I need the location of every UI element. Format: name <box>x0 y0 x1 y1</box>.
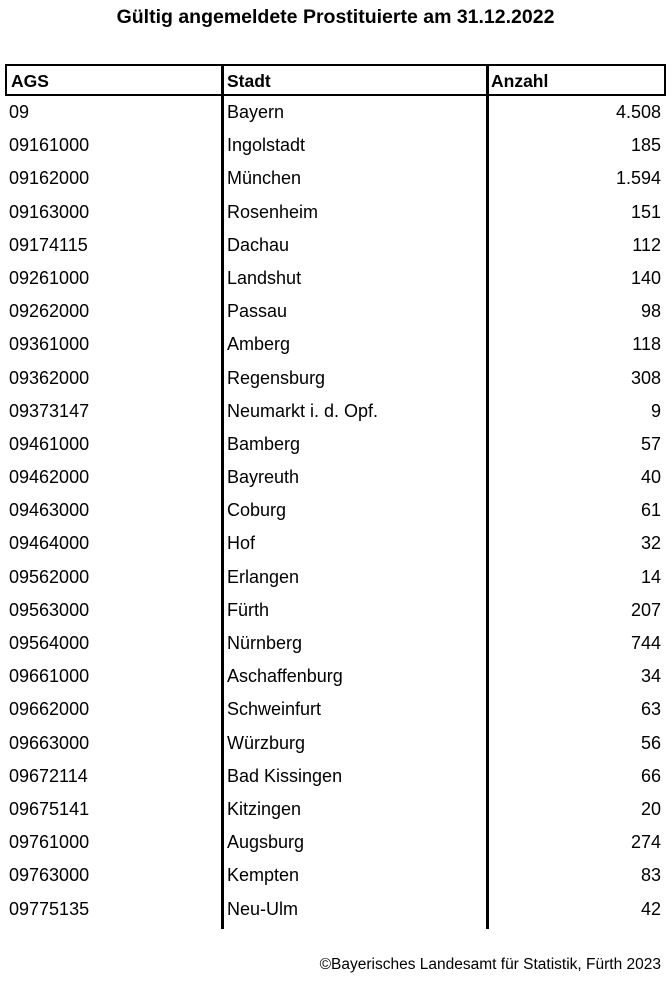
table-row <box>5 129 666 162</box>
cell-anzahl: 66 <box>640 765 661 786</box>
table-row <box>5 527 666 560</box>
cell-ags: 09262000 <box>9 301 90 322</box>
header-divider <box>221 66 224 94</box>
cell-stadt: Erlangen <box>227 566 300 587</box>
cell-ags: 09562000 <box>9 566 90 587</box>
cell-stadt: Regensburg <box>227 367 326 388</box>
table-row <box>5 561 666 594</box>
table-row <box>5 660 666 693</box>
cell-ags: 09464000 <box>9 533 90 554</box>
table-row <box>5 362 666 395</box>
cell-anzahl: 61 <box>640 500 661 521</box>
cell-anzahl: 57 <box>640 433 661 454</box>
cell-ags: 09564000 <box>9 633 90 653</box>
cell-ags: 09161000 <box>9 135 90 156</box>
cell-ags: 09162000 <box>9 168 90 189</box>
cell-anzahl: 274 <box>630 832 661 853</box>
cell-stadt: Bayern <box>227 102 285 122</box>
cell-stadt: Bamberg <box>227 433 301 454</box>
table-row <box>5 826 666 859</box>
cell-ags: 09663000 <box>9 732 90 753</box>
cell-stadt: Coburg <box>227 500 287 521</box>
cell-anzahl: 1.594 <box>615 168 661 189</box>
cell-stadt: Dachau <box>227 234 290 255</box>
cell-anzahl: 744 <box>630 633 661 653</box>
table-header <box>5 64 666 96</box>
cell-stadt: Nürnberg <box>227 633 303 653</box>
table-row <box>5 627 666 660</box>
table-row <box>5 262 666 295</box>
cell-stadt: Hof <box>227 533 256 554</box>
cell-anzahl: 185 <box>630 135 661 156</box>
cell-anzahl: 151 <box>630 201 661 222</box>
cell-anzahl: 207 <box>630 599 661 620</box>
cell-ags: 09775135 <box>9 898 90 919</box>
cell-stadt: Neu-Ulm <box>227 898 299 919</box>
table-row <box>5 229 666 262</box>
cell-anzahl: 140 <box>630 267 661 288</box>
cell-stadt: Aschaffenburg <box>227 666 343 687</box>
table-row <box>5 727 666 760</box>
cell-anzahl: 56 <box>640 732 661 753</box>
cell-anzahl: 34 <box>640 666 661 687</box>
data-table <box>5 64 666 926</box>
cell-anzahl: 112 <box>632 234 661 255</box>
cell-anzahl: 14 <box>640 566 661 587</box>
cell-ags: 09361000 <box>9 334 90 355</box>
cell-anzahl: 20 <box>640 798 661 819</box>
cell-anzahl: 63 <box>640 699 661 720</box>
cell-ags: 09462000 <box>9 467 90 488</box>
cell-anzahl: 32 <box>640 533 661 554</box>
cell-stadt: Kitzingen <box>227 798 302 819</box>
cell-anzahl: 40 <box>640 467 661 488</box>
cell-ags: 09672114 <box>9 765 88 786</box>
header-ags: AGS <box>11 71 49 91</box>
cell-ags: 09362000 <box>9 367 90 388</box>
cell-anzahl: 98 <box>640 301 661 322</box>
cell-stadt: Bad Kissingen <box>227 765 343 786</box>
cell-stadt: Landshut <box>227 267 302 288</box>
table-row <box>5 96 666 129</box>
table-body <box>5 96 666 926</box>
cell-ags: 09463000 <box>9 500 90 521</box>
cell-anzahl: 4.508 <box>615 102 661 122</box>
table-row <box>5 494 666 527</box>
table-row <box>5 793 666 826</box>
cell-ags: 09174115 <box>9 234 88 255</box>
cell-stadt: Ingolstadt <box>227 135 306 156</box>
table-row <box>5 693 666 726</box>
cell-stadt: Fürth <box>227 599 270 620</box>
cell-anzahl: 118 <box>632 334 661 355</box>
header-anzahl: Anzahl <box>491 71 549 91</box>
cell-ags: 09261000 <box>9 267 90 288</box>
cell-stadt: Würzburg <box>227 732 306 753</box>
header-stadt: Stadt <box>227 71 271 91</box>
cell-ags: 09662000 <box>9 699 90 720</box>
cell-ags: 09675141 <box>9 798 90 819</box>
cell-stadt: Bayreuth <box>227 467 300 488</box>
cell-stadt: München <box>227 168 302 189</box>
cell-ags: 09163000 <box>9 201 90 222</box>
header-divider <box>486 66 489 94</box>
cell-stadt: Kempten <box>227 865 300 886</box>
cell-stadt: Schweinfurt <box>227 699 322 720</box>
table-row <box>5 295 666 328</box>
table-row <box>5 893 666 926</box>
cell-ags: 09761000 <box>9 832 90 853</box>
cell-stadt: Neumarkt i. d. Opf. <box>227 400 379 421</box>
copyright-footer: ©Bayerisches Landesamt für Statistik, Fürth 2023 <box>319 956 661 973</box>
cell-ags: 09373147 <box>9 400 90 421</box>
cell-anzahl: 9 <box>650 400 661 421</box>
table-row <box>5 760 666 793</box>
table-row <box>5 594 666 627</box>
cell-ags: 09 <box>9 102 30 122</box>
cell-anzahl: 308 <box>630 367 661 388</box>
table-row <box>5 461 666 494</box>
cell-anzahl: 42 <box>640 898 661 919</box>
cell-ags: 09661000 <box>9 666 90 687</box>
cell-anzahl: 83 <box>640 865 661 886</box>
cell-ags: 09763000 <box>9 865 90 886</box>
table-row <box>5 162 666 195</box>
cell-ags: 09563000 <box>9 599 90 620</box>
cell-stadt: Rosenheim <box>227 201 319 222</box>
cell-stadt: Amberg <box>227 334 291 355</box>
cell-stadt: Passau <box>227 301 288 322</box>
table-row <box>5 859 666 892</box>
table-row <box>5 395 666 428</box>
table-row <box>5 328 666 361</box>
cell-stadt: Augsburg <box>227 832 305 853</box>
page-title: Gültig angemeldete Prostituierte am 31.12.2022 <box>116 6 555 28</box>
table-row <box>5 196 666 229</box>
cell-ags: 09461000 <box>9 433 90 454</box>
table-row <box>5 428 666 461</box>
